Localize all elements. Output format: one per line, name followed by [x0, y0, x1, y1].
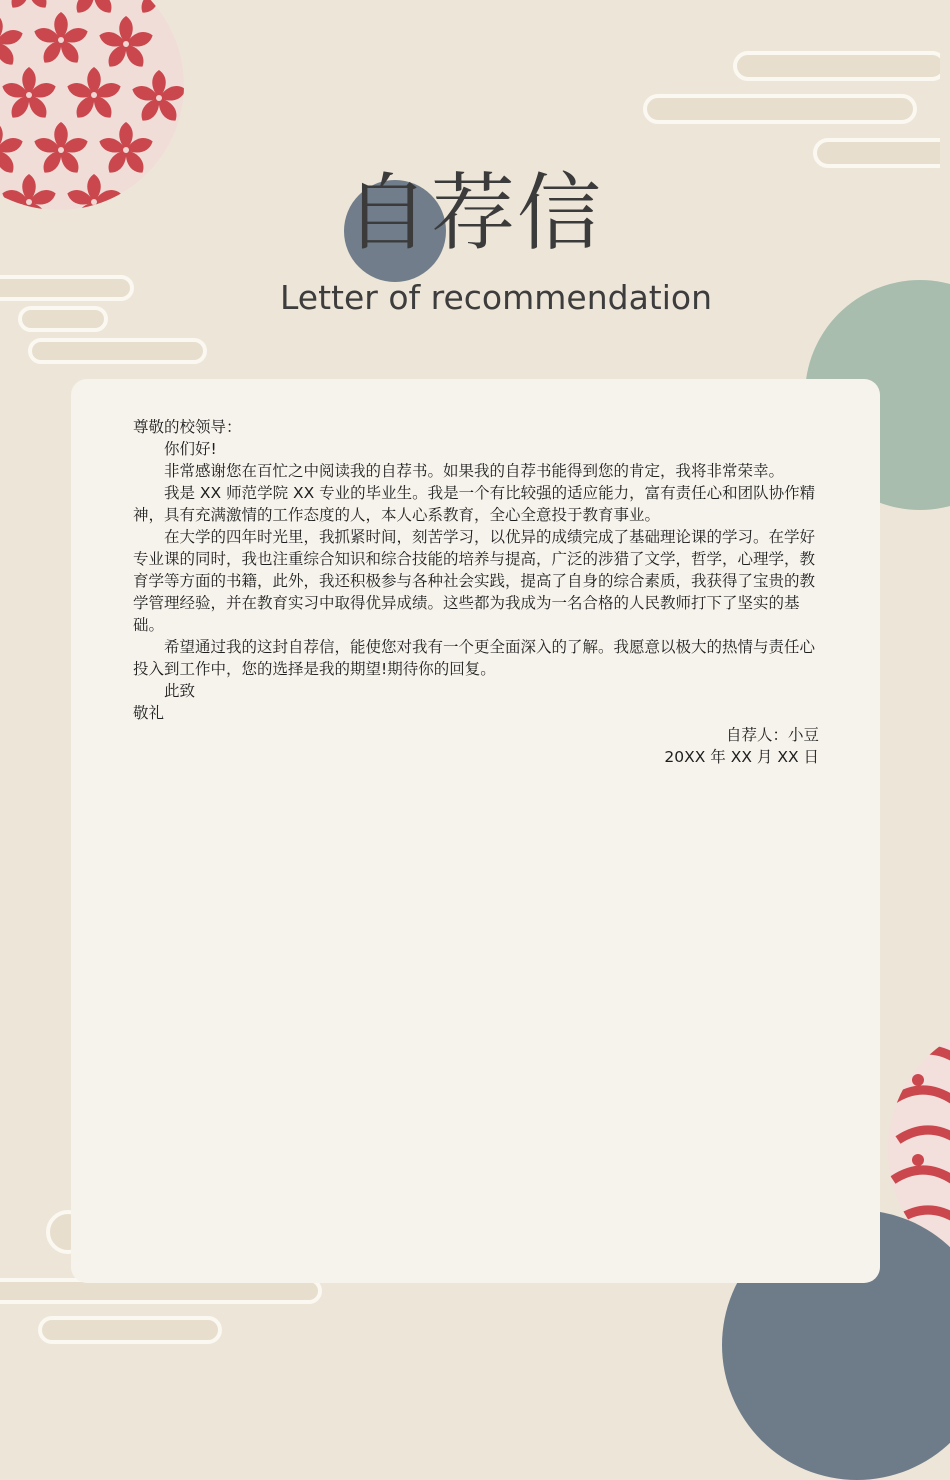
flower-pattern-circle — [0, 0, 184, 210]
salutation: 尊敬的校领导： — [133, 418, 242, 436]
title-chinese: 自荐信 — [345, 164, 604, 262]
paragraph-2: 我是 XX 师范学院 XX 专业的毕业生。我是一个有比较强的适应能力，富有责任心和团队协作精神，具有充满激情的工作态度的人，本人心系教育，全心全意投于教育事业。 — [133, 484, 816, 524]
title-english: Letter of recommendation — [280, 278, 713, 317]
date: 20XX 年 XX 月 XX 日 — [664, 748, 819, 766]
paragraph-1: 非常感谢您在百忙之中阅读我的自荐书。如果我的自荐书能得到您的肯定，我将非常荣幸。 — [164, 462, 785, 480]
greeting: 你们好! — [164, 440, 217, 458]
paragraph-3: 在大学的四年时光里，我抓紧时间，刻苦学习，以优异的成绩完成了基础理论课的学习。在学好专业课的同时，我也注重综合知识和综合技能的培养与提高，广泛的涉猎了文学，哲学，心理学，教育学等方面的书籍，此外，我还积极参与各种社会实践，提高了自身的综合素质，我获得了宝贵的教学管理经验，并在教育实习中取得优异成绩。这些都为我成为一名合格的人民教师打下了坚实的基础。 — [133, 528, 816, 634]
signature: 自荐人：小豆 — [725, 726, 819, 744]
cloud-left — [0, 272, 210, 367]
cloud-top-right — [640, 48, 940, 173]
letter-body — [133, 416, 823, 768]
paragraph-4: 希望通过我的这封自荐信，能使您对我有一个更全面深入的了解。我愿意以极大的热情与责任心投入到工作中，您的选择是我的期望!期待你的回复。 — [133, 638, 816, 678]
closing-line-1: 此致 — [164, 682, 196, 700]
closing-line-2: 敬礼 — [133, 704, 165, 722]
